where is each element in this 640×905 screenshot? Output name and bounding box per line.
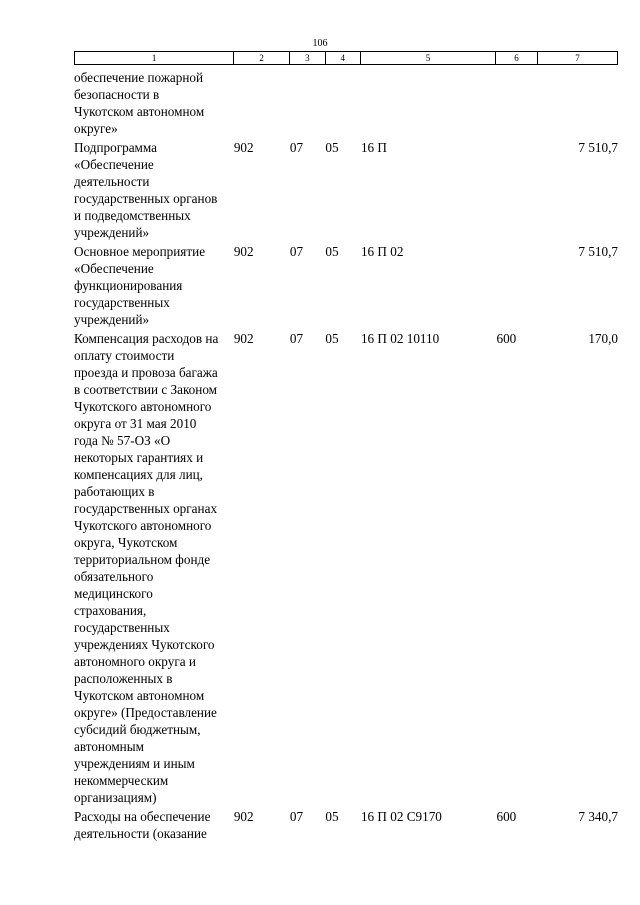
section-code: 07 [289, 140, 304, 155]
ministry-code: 902 [233, 809, 254, 824]
description-line: безопасности в [74, 87, 160, 102]
description-line: автономным [74, 739, 144, 754]
section-code: 07 [289, 331, 304, 346]
row-description [74, 69, 234, 137]
description-line: Чукотском автономном [74, 104, 205, 119]
description-line: страхования, [74, 603, 147, 618]
target-article-code: 16 П 02 10110 [360, 331, 440, 346]
table-row [74, 69, 618, 137]
description-line: автономного округа и [74, 654, 196, 669]
column-header-2: 2 [234, 52, 290, 64]
description-line: Компенсация расходов на [74, 331, 219, 346]
description-line: Чукотского автономного [74, 518, 212, 533]
expense-type-code: 600 [496, 809, 517, 824]
ministry-code: 902 [233, 244, 254, 259]
description-line: компенсациях для лиц, [74, 467, 203, 482]
amount-value: 7 510,7 [578, 140, 618, 155]
section-code: 07 [289, 244, 304, 259]
table-body [74, 69, 618, 844]
description-line: и подведомственных [74, 208, 191, 223]
description-line: работающих в [74, 484, 155, 499]
description-line: деятельности (оказание [74, 826, 207, 841]
target-article-code: 16 П 02 С9170 [360, 809, 442, 824]
column-header-6: 6 [496, 52, 538, 64]
description-line: государственных [74, 295, 170, 310]
description-line: субсидий бюджетным, [74, 722, 201, 737]
row-description [74, 243, 234, 328]
description-line: государственных [74, 620, 170, 635]
description-line: округа, Чукотском [74, 535, 178, 550]
ministry-code: 902 [233, 140, 254, 155]
description-line: Расходы на обеспечение [74, 809, 211, 824]
description-line: Подпрограмма [74, 140, 158, 155]
expense-type-code: 600 [496, 331, 517, 346]
target-article-code: 16 П 02 [360, 244, 404, 259]
description-line: деятельности [74, 174, 150, 189]
target-article-code: 16 П [360, 140, 387, 155]
description-line: округе» [74, 121, 118, 136]
description-line: округе» (Предоставление [74, 705, 217, 720]
ministry-code: 902 [233, 331, 254, 346]
column-header-7: 7 [575, 53, 580, 63]
table-row [74, 139, 618, 241]
description-line: «Обеспечение [74, 261, 154, 276]
description-line: оплату стоимости [74, 348, 175, 363]
description-line: «Обеспечение [74, 157, 154, 172]
description-line: учреждений» [74, 312, 150, 327]
subsection-code: 05 [325, 244, 339, 259]
subsection-code: 05 [325, 331, 339, 346]
amount-value: 7 510,7 [578, 244, 618, 259]
column-header-4: 4 [326, 52, 361, 64]
description-line: учреждений» [74, 225, 150, 240]
row-description [74, 330, 234, 806]
amount-value: 170,0 [588, 331, 618, 346]
description-line: Чукотского автономного [74, 399, 212, 414]
description-line: учреждениям и иным [74, 756, 195, 771]
amount-value: 7 340,7 [578, 809, 618, 824]
section-code: 07 [289, 809, 304, 824]
column-header-5: 5 [361, 52, 496, 64]
description-line: учреждениях Чукотского [74, 637, 215, 652]
subsection-code: 05 [325, 140, 339, 155]
description-line: Чукотском автономном [74, 688, 205, 703]
description-line: проезда и провоза багажа [74, 365, 218, 380]
description-line: в соответствии с Законом [74, 382, 218, 397]
row-description [74, 139, 234, 241]
column-header-1: 1 [75, 52, 234, 64]
description-line: территориальном фонде [74, 552, 211, 567]
description-line: некоммерческим [74, 773, 169, 788]
table-row [74, 330, 618, 806]
description-line: организациям) [74, 790, 157, 805]
row-description [74, 808, 234, 842]
description-line: некоторых гарантиях и [74, 450, 204, 465]
table-row [74, 243, 618, 328]
description-line: года № 57-ОЗ «О [74, 433, 171, 448]
description-line: функционирования [74, 278, 183, 293]
description-line: обеспечение пожарной [74, 70, 204, 85]
description-line: государственных органах [74, 501, 218, 516]
description-line: расположенных в [74, 671, 173, 686]
description-line: Основное мероприятие [74, 244, 206, 259]
description-line: государственных органов [74, 191, 218, 206]
table-row [74, 808, 618, 842]
description-line: округа от 31 мая 2010 [74, 416, 197, 431]
subsection-code: 05 [325, 809, 339, 824]
column-header-3: 3 [290, 52, 325, 64]
description-line: медицинского [74, 586, 153, 601]
table-header [74, 51, 618, 65]
description-line: обязательного [74, 569, 154, 584]
page-number: 106 [312, 38, 328, 49]
